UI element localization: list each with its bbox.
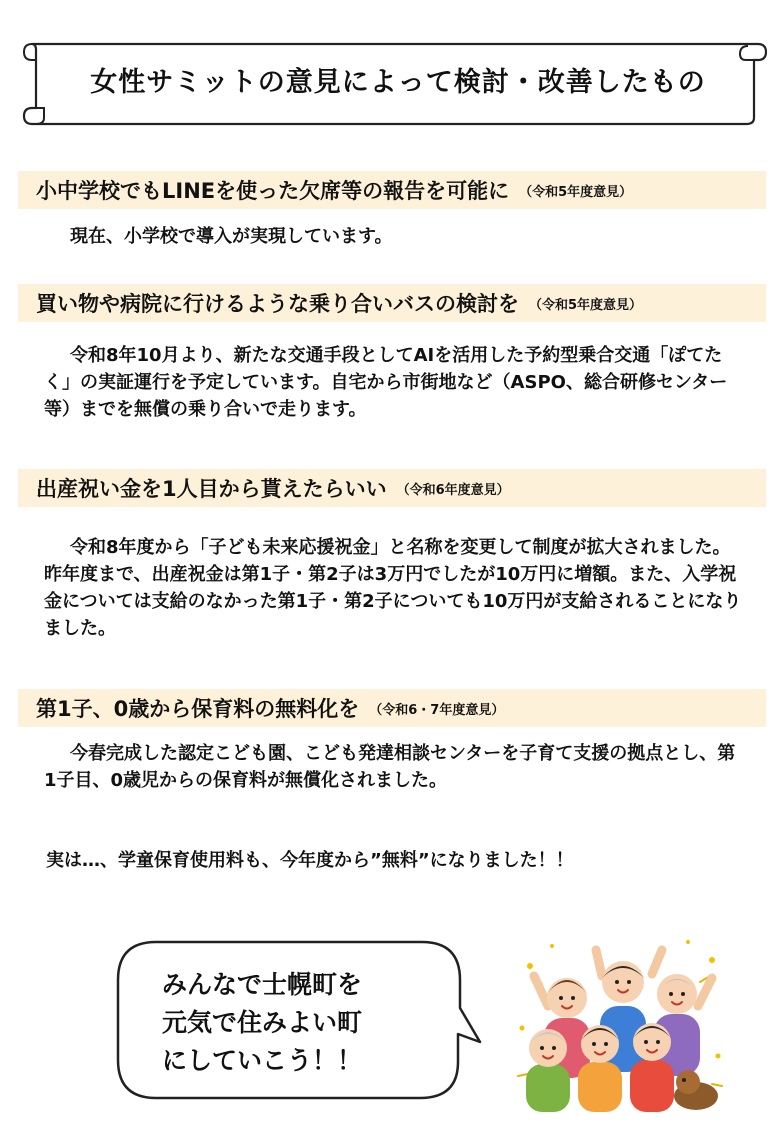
speech-bubble <box>112 938 484 1102</box>
section-note: （令和5年度意見） <box>519 184 633 200</box>
bubble-line: みんなで士幌町を <box>162 970 363 999</box>
section-header-birth-gift <box>18 469 766 507</box>
section-note: （令和5年度意見） <box>529 297 643 313</box>
bubble-text <box>162 966 362 1080</box>
section-title: 小中学校でもLINEを使った欠席等の報告を可能に <box>36 179 510 203</box>
bubble-line: にしていこう！！ <box>162 1046 363 1075</box>
section-note: （令和6年度意見） <box>396 482 510 498</box>
section-body: 令和8年度から「子ども未来応援祝金」と名称を変更して制度が拡大されました。昨年度まで、出産祝金は第1子・第2子は3万円でしたが10万円に増額。また、入学祝金については支給のなかった第1子・第2子についても10万円が支給されることになりました。 <box>44 537 742 639</box>
section-header-shared-bus <box>18 284 766 322</box>
section-header-line-absence <box>18 171 766 209</box>
section-body: 令和8年10月より、新たな交通手段としてAIを活用した予約型乗合交通「ぽてたく」の実証運行を予定しています。自宅から市街地など（ASPO、総合研修センター等）までを無償の乗り合いで走ります。 <box>44 345 728 420</box>
section-title: 第1子、0歳から保育料の無料化を <box>36 697 360 721</box>
bubble-line: 元気で住みよい町 <box>162 1008 363 1037</box>
section-title: 買い物や病院に行けるような乗り合いバスの検討を <box>36 292 519 316</box>
section-title: 出産祝い金を1人目から貰えたらいい <box>36 477 387 501</box>
section-body: 今春完成した認定こども園、こども発達相談センターを子育て支援の拠点とし、第1子目、0歳児からの保育料が無償化されました。 <box>44 743 736 791</box>
title-banner <box>18 38 770 126</box>
section-header-childcare-free <box>18 689 766 727</box>
extra-note: 実は…、学童保育使用料も、今年度から”無料”になりました！！ <box>46 850 574 871</box>
cheering-family-icon <box>512 936 728 1112</box>
section-body: 現在、小学校で導入が実現しています。 <box>70 226 393 247</box>
section-note: （令和6・7年度意見） <box>369 702 505 718</box>
page-title: 女性サミットの意見によって検討・改善したもの <box>90 67 706 98</box>
